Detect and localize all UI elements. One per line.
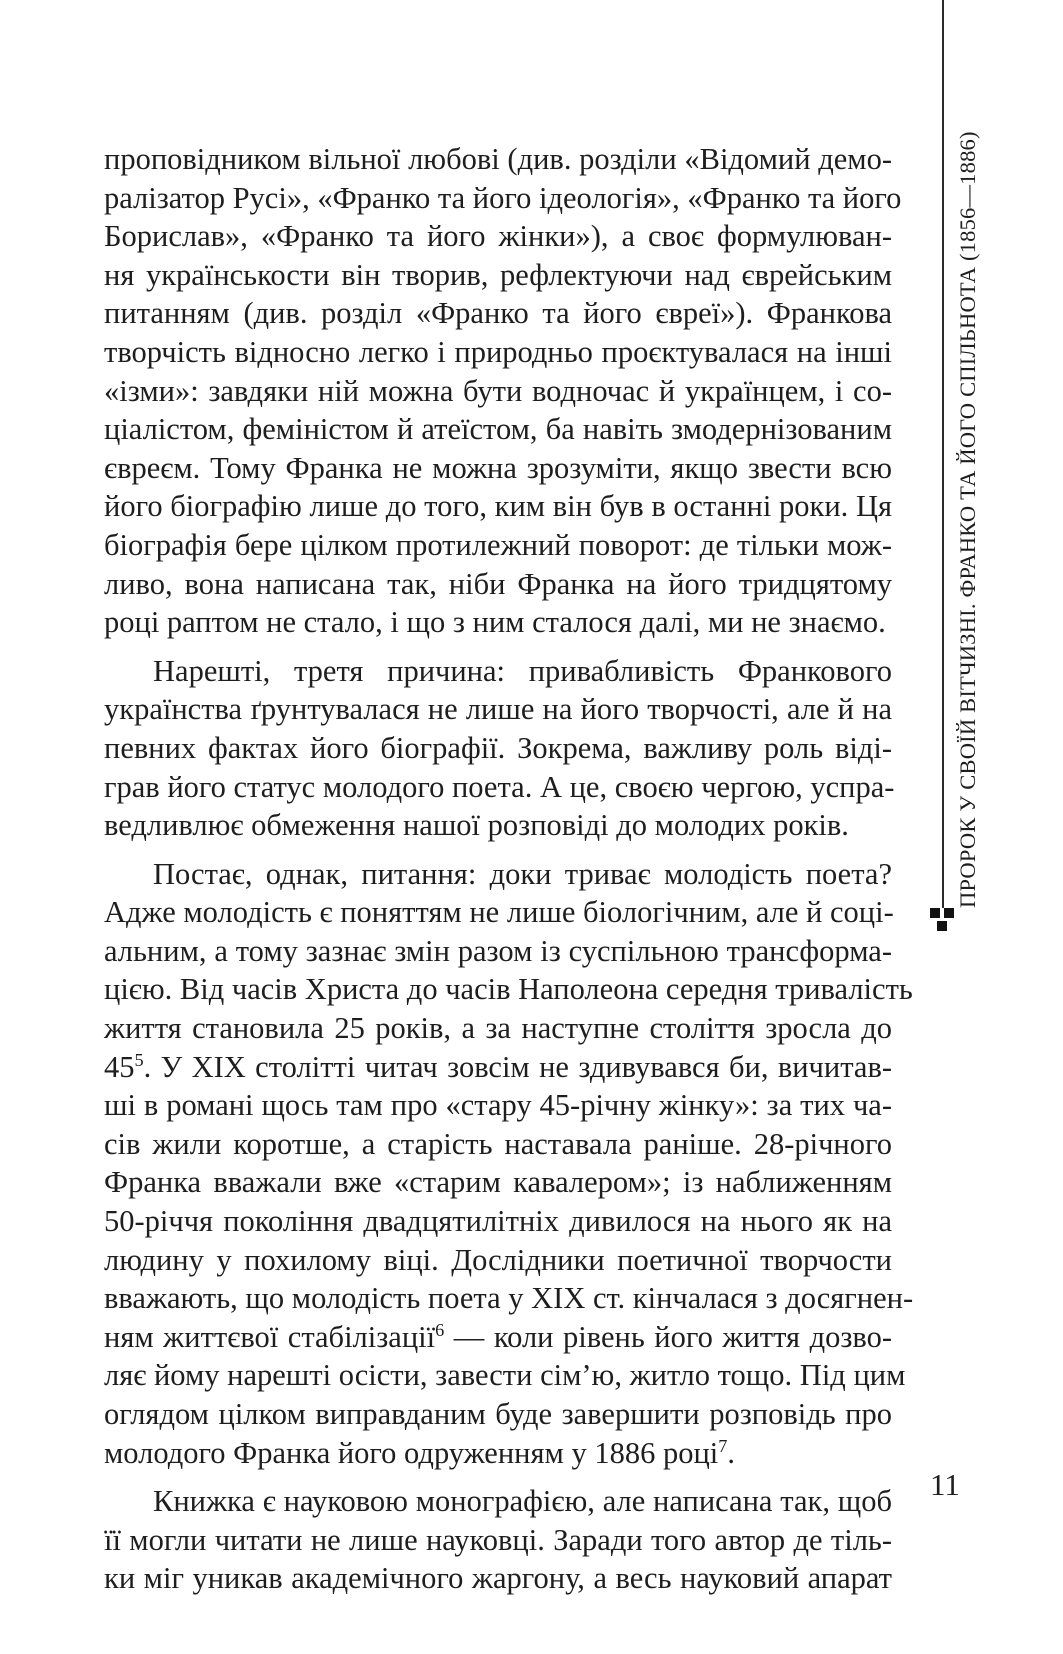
text-line: життя становила 25 років, а за наступне століття зросла до (104, 1011, 892, 1046)
text-line: людину у похилому віці. Дослідники поетичної творчости (104, 1242, 892, 1277)
text-line: ки міг уникав академічного жаргону, а весь науковий апарат (104, 1561, 892, 1596)
text-line: ші в романі щось там про «стару 45-річну жінку»: за тих ча- (104, 1088, 892, 1123)
text-line: ням життєвої стабілізації$^6$ — коли рівень його життя дозво- (104, 1319, 893, 1354)
text-line: цією. Від часів Христа до часів Наполеона середня тривалість (104, 972, 913, 1007)
text-line: молодого Франка його одруженням у 1886 році$^7$. (104, 1435, 736, 1470)
text-line: певних фактах його біографії. Зокрема, важливу роль віді- (104, 730, 892, 765)
text-line: альним, а тому зазнає змін разом із суспільною трансформа- (104, 933, 892, 968)
text-line: «ізми»: завдяки ній можна бути водночас й українцем, і со- (104, 373, 892, 408)
text-line: ціалістом, феміністом й атеїстом, ба навіть змодернізованим (104, 412, 892, 447)
running-head: ПРОРОК У СВОЇЙ ВІТЧИЗНІ. ФРАНКО ТА ЙОГО СПІЛЬНОТА (1856—1886) (955, 131, 980, 908)
text-line: проповідником вільної любові (див. розділи «Відомий демо- (104, 142, 892, 176)
text-line: ралізатор Русі», «Франко та його ідеологія», «Франко та його (104, 180, 902, 215)
text-line: біографія бере цілком протилежний поворот: де тільки мож- (104, 527, 892, 562)
running-head-wrapper (950, 131, 980, 908)
page-number: 11 (930, 1467, 960, 1502)
body-text (104, 140, 914, 1598)
text-line: вважають, що молодість поета у ХІХ ст. кінчалася з досягнен- (104, 1281, 914, 1316)
text-line: році раптом не стало, і що з ним сталося далі, ми не знаємо. (104, 605, 886, 640)
text-line: оглядом цілком виправданим буде завершити розповідь про (104, 1397, 892, 1431)
text-line: Постає, однак, питання: доки триває молодість поета? (153, 856, 892, 891)
text-line: Адже молодість є поняттям не лише біологічним, але й соці- (104, 895, 894, 930)
text-line: Франка вважали вже «старим кавалером»; із наближенням (104, 1165, 892, 1200)
text-line: євреєм. Тому Франка не можна зрозуміти, якщо звести всю (104, 450, 892, 485)
text-line: ливо, вона написана так, ніби Франка на його тридцятому (104, 566, 892, 601)
text-line: Книжка є науковою монографією, але написана так, щоб (153, 1484, 892, 1519)
margin-rule (942, 0, 944, 908)
text-line: її могли читати не лише науковці. Заради того автор де тіль- (104, 1522, 892, 1557)
text-line: ляє йому нарешті осісти, завести сім’ю, житло тощо. Під цим (104, 1358, 906, 1393)
text-line: питанням (див. розділ «Франко та його євреї»). Франкова (104, 296, 892, 331)
text-line: грав його статус молодого поета. А це, своєю чергою, успра- (104, 769, 895, 804)
text-line: творчість відносно легко і природньо проєктувалася на інші (104, 334, 892, 369)
text-line: ведливлює обмеження нашої розповіді до молодих років. (104, 808, 849, 843)
footnote-marker[interactable]: 7 (718, 1435, 728, 1456)
text-line: ня українськости він творив, рефлектуючи над єврейським (104, 257, 892, 292)
footnote-marker[interactable]: 5 (134, 1049, 144, 1070)
text-line: 50-річчя покоління двадцятилітніх дивилося на нього як на (104, 1204, 892, 1239)
ornament-icon (930, 908, 958, 936)
text-line: його біографію лише до того, ким він був в останні роки. Ця (104, 489, 892, 524)
text-line: Нарешті, третя причина: привабливість Франкового (153, 653, 892, 688)
text-line: $45^5$. У ХІХ столітті читач зовсім не здивувався би, вичитав- (104, 1049, 892, 1084)
text-line: сів жили коротше, а старість наставала раніше. 28-річного (104, 1126, 892, 1161)
text-line: українства ґрунтувалася не лише на його творчості, але й на (104, 692, 892, 727)
text-line: Борислав», «Франко та його жінки»), а своє формулюван- (104, 219, 892, 254)
footnote-marker[interactable]: 6 (435, 1319, 445, 1340)
